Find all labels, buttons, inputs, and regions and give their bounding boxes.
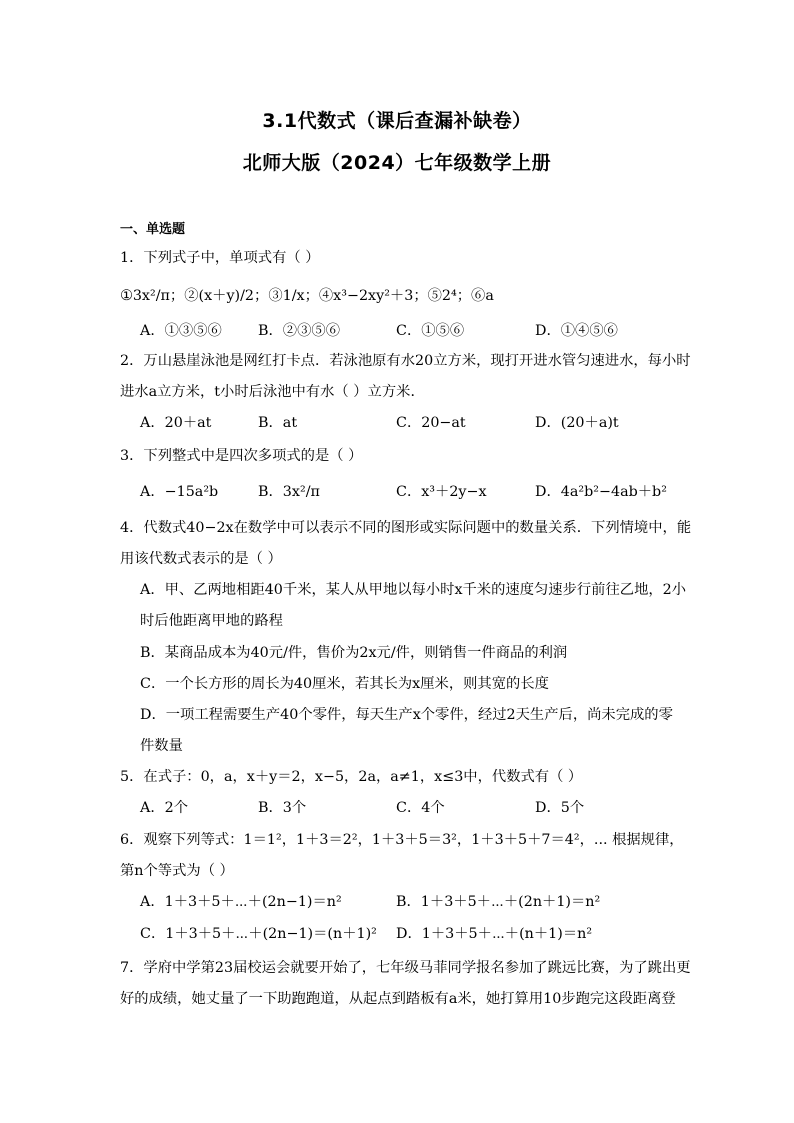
question-6-stem-line-2: 第n个等式为（ ） (120, 863, 234, 879)
question-2-option-c: C．20−at (396, 415, 466, 431)
question-3-option-c: C．x³＋2y−x (396, 484, 487, 500)
question-6-option-c: C．1＋3＋5＋⋯＋(2n−1)＝(n＋1)² (140, 926, 377, 942)
question-1-option-a: A．①③⑤⑥ (140, 323, 222, 339)
question-6-option-b: B．1＋3＋5＋⋯＋(2n＋1)＝n² (396, 894, 601, 910)
question-4-option-c: C．一个长方形的周长为40厘米，若其长为x厘米，则其宽的长度 (140, 676, 549, 692)
question-4-option-d-line-1: D．一项工程需要生产40个零件，每天生产x个零件，经过2天生产后，尚未完成的零 (140, 707, 673, 723)
question-4-option-b: B．某商品成本为40元/件，售价为2x元/件，则销售一件商品的利润 (140, 645, 568, 661)
question-2-stem-line-2: 进水a立方米，t小时后泳池中有水（ ）立方米． (120, 384, 425, 400)
question-2-option-a: A．20＋at (140, 415, 212, 431)
question-4-stem-line-2: 用该代数式表示的是（ ） (120, 551, 282, 567)
question-1-option-b: B．②③⑤⑥ (258, 323, 340, 339)
question-1-option-c: C．①⑤⑥ (396, 323, 465, 339)
question-6-stem-line-1: 6．观察下列等式：1＝1²，1＋3＝2²，1＋3＋5＝3²，1＋3＋5＋7＝4²，... 根据规律， (120, 832, 684, 848)
question-2-option-b: B．at (258, 415, 298, 431)
question-3-stem: 3．下列整式中是四次多项式的是（ ） (120, 448, 363, 464)
section-heading: 一、单选题 (120, 222, 186, 237)
question-5-stem: 5．在式子：0，a，x＋y＝2，x−5，2a，a≠1，x≤3中，代数式有（ ） (120, 769, 583, 785)
question-2-option-d: D．(20＋a)t (535, 415, 619, 431)
question-5-option-b: B．3个 (258, 800, 307, 816)
question-4-option-d-line-2: 件数量 (140, 738, 183, 754)
question-4-option-a-line-1: A．甲、乙两地相距40千米，某人从甲地以每小时x千米的速度匀速步行前往乙地，2小 (140, 582, 687, 598)
question-7-stem-line-1: 7．学府中学第23届校运会就要开始了，七年级马菲同学报名参加了跳远比赛，为了跳出更 (120, 960, 691, 976)
question-4-option-a-line-2: 时后他距离甲地的路程 (140, 613, 283, 629)
question-5-option-c: C．4个 (396, 800, 445, 816)
question-6-option-a: A．1＋3＋5＋⋯＋(2n−1)＝n² (140, 894, 342, 910)
question-2-stem-line-1: 2．万山悬崖泳池是网红打卡点．若泳池原有水20立方米，现打开进水管匀速进水，每小时 (120, 353, 691, 369)
question-3-option-d: D．4a²b²−4ab＋b² (535, 484, 667, 500)
question-5-option-a: A．2个 (140, 800, 189, 816)
question-7-stem-line-2: 好的成绩，她丈量了一下助跑跑道，从起点到踏板有a米，她打算用10步跑完这段距离登 (120, 991, 676, 1007)
question-1-expressions: ①3x²/π；②(x＋y)/2；③1/x；④x³−2xy²＋3；⑤2⁴；⑥a (120, 288, 494, 304)
question-5-option-d: D．5个 (535, 800, 585, 816)
document-subtitle: 北师大版（2024）七年级数学上册 (242, 152, 552, 174)
document-title: 3.1代数式（课后查漏补缺卷） (262, 110, 532, 132)
question-6-option-d: D．1＋3＋5＋⋯＋(n＋1)＝n² (396, 926, 593, 942)
question-3-option-b: B．3x²/π (258, 484, 320, 500)
question-1-option-d: D．①④⑤⑥ (535, 323, 618, 339)
question-1-stem: 1．下列式子中，单项式有（ ） (120, 250, 320, 266)
question-4-stem-line-1: 4．代数式40−2x在数学中可以表示不同的图形或实际问题中的数量关系．下列情境中，能 (120, 520, 692, 536)
question-3-option-a: A．−15a²b (140, 484, 219, 500)
